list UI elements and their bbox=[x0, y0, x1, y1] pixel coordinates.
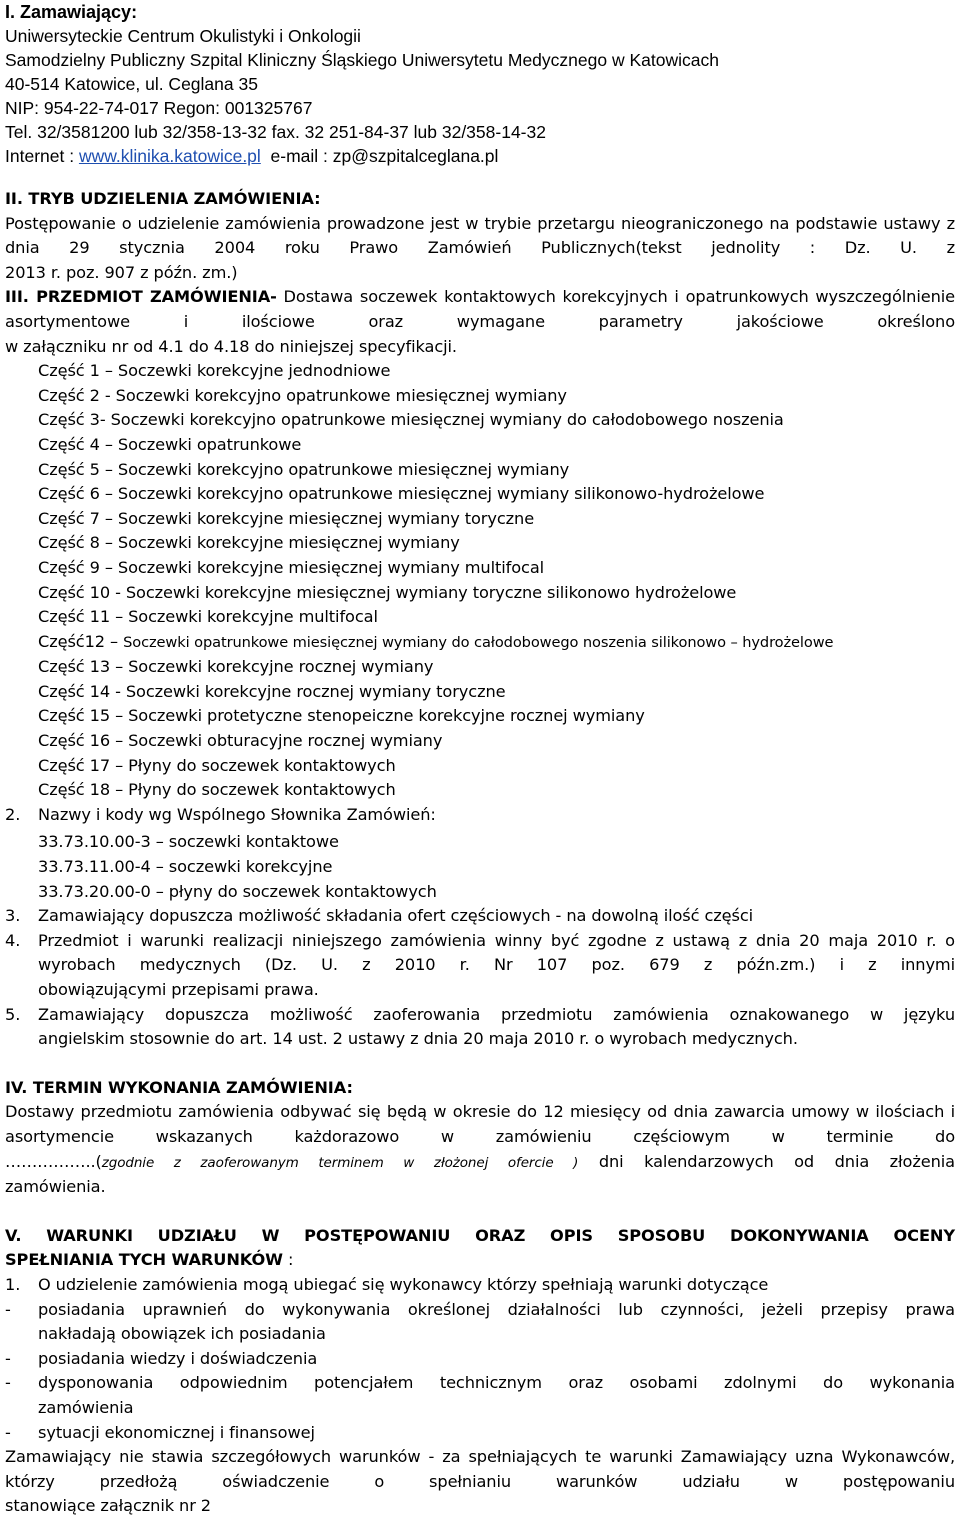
bullet-dash: - bbox=[5, 1348, 11, 1368]
orderer-line-5: Tel. 32/3581200 lub 32/358-13-32 fax. 32 251-84-37 lub 32/358-14-32 bbox=[5, 122, 546, 142]
section-orderer bbox=[5, 0, 955, 168]
condition-bullet bbox=[5, 1371, 955, 1420]
item-number: 5. bbox=[5, 1004, 21, 1024]
section5-final-text-last: stanowiące załącznik nr 2 bbox=[5, 1496, 211, 1516]
list-item: Część 6 – Soczewki korekcyjno opatrunkowe miesięcznej wymiany silikonowo-hydrożelowe bbox=[38, 484, 765, 504]
section3-intro bbox=[5, 285, 955, 334]
bullet-text-last: nakładają obowiązek ich posiadania bbox=[38, 1324, 326, 1344]
item-number: 4. bbox=[5, 930, 21, 950]
website-link[interactable]: www.klinika.katowice.pl bbox=[78, 146, 261, 166]
section3-intro-last: w załączniku nr od 4.1 do 4.18 do niniejszej specyfikacji. bbox=[5, 336, 457, 356]
section3-heading: III. PRZEDMIOT ZAMÓWIENIA- bbox=[5, 287, 277, 307]
list-item: Część 11 – Soczewki korekcyjne multifocal bbox=[38, 607, 378, 627]
condition-bullet bbox=[5, 1298, 955, 1347]
item-number: 2. bbox=[5, 804, 21, 824]
document-body bbox=[5, 187, 955, 1519]
list-item: Część 1 – Soczewki korekcyjne jednodniowe bbox=[38, 361, 391, 381]
bullet-text: posiadania wiedzy i doświadczenia bbox=[38, 1348, 318, 1368]
item-5 bbox=[5, 1003, 955, 1052]
item-text: Zamawiający dopuszcza możliwość zaoferowania przedmiotu zamówienia oznakowanego w języku bbox=[38, 1004, 955, 1024]
condition-bullet bbox=[5, 1347, 955, 1372]
cpv-codes bbox=[5, 830, 955, 904]
list-item: Część 2 - Soczewki korekcyjno opatrunkowe miesięcznej wymiany bbox=[38, 385, 567, 405]
item-number: 1. bbox=[5, 1274, 21, 1294]
internet-label: Internet : bbox=[5, 146, 79, 166]
orderer-line-2: Samodzielny Publiczny Szpital Kliniczny Śląskiego Uniwersytetu Medycznego w Katowicach bbox=[5, 50, 719, 70]
section2-text: Postępowanie o udzielenie zamówienia prowadzone jest w trybie przetargu nieograniczonego na podstawie ustawy z dnia 29 stycznia 2004 roku Prawo Zamówień Publicznych(tekst jednolity : Dz. U. z bbox=[5, 213, 955, 258]
bullet-dash: - bbox=[5, 1373, 11, 1393]
section4-text-last: zamówienia. bbox=[5, 1177, 106, 1197]
item-number: 3. bbox=[5, 906, 21, 926]
section4-text: Dostawy przedmiotu zamówienia odbywać się będą w okresie do 12 miesięcy od dnia zawarcia umowy w ilościach i asortymencie wskazanych każdorazowo w zamówieniu częściowym w terminie do bbox=[5, 1102, 955, 1146]
cpv-code: 33.73.11.00-4 – soczewki korekcyjne bbox=[38, 857, 333, 877]
item-2 bbox=[5, 803, 955, 828]
orderer-contact-line bbox=[5, 144, 955, 168]
deadline-text: dni kalendarzowych od dnia złożenia bbox=[578, 1151, 955, 1171]
list-item: Część 8 – Soczewki korekcyjne miesięcznej wymiany bbox=[38, 533, 460, 553]
bullet-text: dysponowania odpowiednim potencjałem technicznym oraz osobami zdolnymi do wykonania bbox=[38, 1373, 955, 1393]
section1-heading: I. Zamawiający: bbox=[5, 2, 138, 22]
section5-heading-last bbox=[5, 1248, 955, 1273]
list-item: Część 10 - Soczewki korekcyjne miesięcznej wymiany toryczne silikonowo hydrożelowe bbox=[38, 582, 737, 602]
item-text: Przedmiot i warunki realizacji niniejszego zamówienia winny być zgodne z ustawą z dnia 20 maja 2010 r. o wyrobach medycznych (Dz. U. z 2010 r. Nr 107 poz. 679 z późn.zm.) i z innymi bbox=[38, 930, 955, 975]
list-item: Część 15 – Soczewki protetyczne stenopeiczne korekcyjne rocznej wymiany bbox=[38, 706, 645, 726]
section4-heading: IV. TERMIN WYKONANIA ZAMÓWIENIA: bbox=[5, 1077, 353, 1097]
item-4 bbox=[5, 929, 955, 1003]
item-3 bbox=[5, 904, 955, 929]
section3-intro-text: Dostawa soczewek kontaktowych korekcyjnych i opatrunkowych wyszczególnienie asortymentowe i ilościowe oraz wymagane parametry jakościowe określono bbox=[5, 287, 956, 331]
orderer-line-4: NIP: 954-22-74-017 Regon: 001325767 bbox=[5, 98, 313, 118]
condition-item-1 bbox=[5, 1273, 955, 1298]
item-text: Zamawiający dopuszcza możliwość składania ofert częściowych - na dowolną ilość części bbox=[38, 906, 754, 926]
bullet-text: sytuacji ekonomicznej i finansowej bbox=[38, 1422, 315, 1442]
list-item: Część 16 – Soczewki obturacyjne rocznej wymiany bbox=[38, 731, 443, 751]
item-text-last: angielskim stosownie do art. 14 ust. 2 ustawy z dnia 20 maja 2010 r. o wyrobach medycznych. bbox=[38, 1029, 798, 1049]
list-item: Część 9 – Soczewki korekcyjne miesięcznej wymiany multifocal bbox=[38, 557, 545, 577]
parts-list bbox=[5, 359, 955, 803]
email-text: e-mail : zp@szpitalceglana.pl bbox=[260, 146, 499, 166]
section4-deadline-line bbox=[5, 1150, 955, 1176]
section5-final-text: Zamawiający nie stawia szczegółowych warunków - za spełniających te warunki Zamawiający uzna Wykonawców, którzy przedłożą oświadczenie o spełnianiu warunków udziału w postępowaniu bbox=[5, 1447, 955, 1491]
list-item: Część 5 – Soczewki korekcyjno opatrunkowe miesięcznej wymiany bbox=[38, 459, 570, 479]
section5-heading-end: SPEŁNIANIA TYCH WARUNKÓW bbox=[5, 1250, 283, 1270]
list-item: Część 14 - Soczewki korekcyjne rocznej wymiany toryczne bbox=[38, 681, 506, 701]
list-item bbox=[38, 630, 955, 656]
deadline-dots: ……………..( bbox=[5, 1151, 102, 1171]
item-text: O udzielenie zamówienia mogą ubiegać się wykonawcy którzy spełniają warunki dotyczące bbox=[38, 1274, 769, 1294]
bullet-dash: - bbox=[5, 1299, 11, 1319]
list-item: Część 4 – Soczewki opatrunkowe bbox=[38, 434, 302, 454]
list-item: Część 17 – Płyny do soczewek kontaktowych bbox=[38, 755, 396, 775]
list-item: Część 7 – Soczewki korekcyjne miesięcznej wymiany toryczne bbox=[38, 508, 535, 528]
item-text-last: obowiązującymi przepisami prawa. bbox=[38, 980, 319, 999]
bullet-text: posiadania uprawnień do wykonywania określonej działalności lub czynności, jeżeli przepisy prawa bbox=[38, 1299, 955, 1319]
part12-prefix: Część12 – bbox=[38, 631, 124, 651]
item-text: Nazwy i kody wg Wspólnego Słownika Zamówień: bbox=[38, 804, 436, 824]
cpv-code: 33.73.20.00-0 – płyny do soczewek kontaktowych bbox=[38, 881, 437, 901]
orderer-line-3: 40-514 Katowice, ul. Ceglana 35 bbox=[5, 74, 258, 94]
orderer-line-1: Uniwersyteckie Centrum Okulistyki i Onkologii bbox=[5, 26, 361, 46]
section5-heading-colon: : bbox=[282, 1250, 294, 1270]
list-item: Część 18 – Płyny do soczewek kontaktowych bbox=[38, 780, 396, 800]
section5-heading: V. WARUNKI UDZIAŁU W POSTĘPOWANIU ORAZ OPIS SPOSOBU DOKONYWANIA OCENY bbox=[5, 1225, 955, 1245]
deadline-note: zgodnie z zaoferowanym terminem w złożonej ofercie ) bbox=[101, 1154, 579, 1171]
part12-text: Soczewki opatrunkowe miesięcznej wymiany do całodobowego noszenia silikonowo – hydrożelowe bbox=[123, 633, 834, 651]
list-item: Część 3- Soczewki korekcyjno opatrunkowe miesięcznej wymiany do całodobowego noszenia bbox=[38, 410, 784, 430]
condition-bullet bbox=[5, 1421, 955, 1446]
cpv-code: 33.73.10.00-3 – soczewki kontaktowe bbox=[38, 832, 339, 852]
section2-text-last: 2013 r. poz. 907 z późn. zm.) bbox=[5, 262, 238, 282]
section2-heading: II. TRYB UDZIELENIA ZAMÓWIENIA: bbox=[5, 189, 321, 208]
bullet-dash: - bbox=[5, 1422, 11, 1442]
list-item: Część 13 – Soczewki korekcyjne rocznej wymiany bbox=[38, 657, 434, 677]
bullet-text-last: zamówienia bbox=[38, 1397, 134, 1417]
